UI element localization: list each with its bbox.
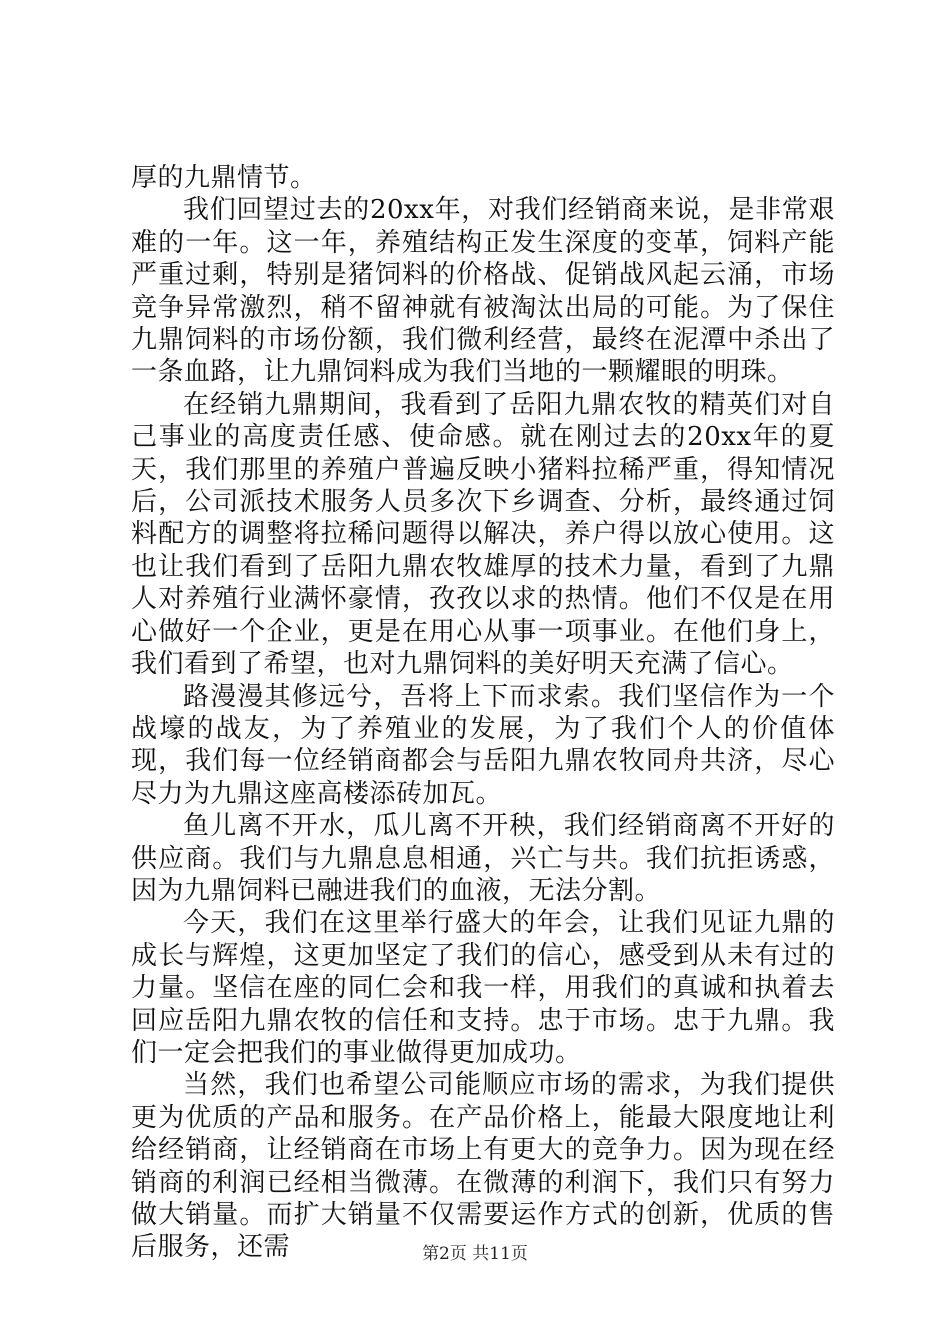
paragraph-7: 当然，我们也希望公司能顺应市场的需求，为我们提供更为优质的产品和服务。在产品价格上，能最大限度地让利给经销商，让经销商在市场上有更大的竞争力。因为现在经销商的利润已经相当微薄。在微薄的利润下，我们只有努力做大销量。而扩大销量不仅需要运作方式的创新，优质的售后服务，还需 — [131, 1070, 835, 1263]
paragraph-3: 在经销九鼎期间，我看到了岳阳九鼎农牧的精英们对自己事业的高度责任感、使命感。就在刚过去的20xx年的夏天，我们那里的养殖户普遍反映小猪料拉稀严重，得知情况后，公司派技术服务人员多次下乡调查、分析，最终通过饲料配方的调整将拉稀问题得以解决，养户得以放心使用。这也让我们看到了岳阳九鼎农牧雄厚的技术力量，看到了九鼎人对养殖行业满怀豪情，孜孜以求的热情。他们不仅是在用心做好一个企业，更是在用心从事一项事业。在他们身上，我们看到了希望，也对九鼎饲料的美好明天充满了信心。 — [131, 389, 835, 680]
paragraph-2: 我们回望过去的20xx年，对我们经销商来说，是非常艰难的一年。这一年，养殖结构正发生深度的变革，饲料产能严重过剩，特别是猪饲料的价格战、促销战风起云涌，市场竞争异常激烈，稍不留神就有被淘汰出局的可能。为了保住九鼎饲料的市场份额，我们微利经营，最终在泥潭中杀出了一条血路，让九鼎饲料成为我们当地的一颗耀眼的明珠。 — [131, 195, 835, 388]
document-body — [131, 162, 835, 1264]
paragraph-5: 鱼儿离不开水，瓜儿离不开秧，我们经销商离不开好的供应商。我们与九鼎息息相通，兴亡与共。我们抗拒诱惑，因为九鼎饲料已融进我们的血液，无法分割。 — [131, 811, 835, 906]
page-number-label: 第2页 共11页 — [422, 1244, 528, 1264]
paragraph-4: 路漫漫其修远兮，吾将上下而求索。我们坚信作为一个战壕的战友，为了养殖业的发展，为了我们个人的价值体现，我们每一位经销商都会与岳阳九鼎农牧同舟共济，尽心尽力为九鼎这座高楼添砖加瓦。 — [131, 681, 835, 809]
paragraph-1: 厚的九鼎情节。 — [131, 163, 317, 193]
page-footer — [0, 1243, 950, 1265]
paragraph-6: 今天，我们在这里举行盛大的年会，让我们见证九鼎的成长与辉煌，这更加坚定了我们的信心，感受到从未有过的力量。坚信在座的同仁会和我一样，用我们的真诚和执着去回应岳阳九鼎农牧的信任和支持。忠于市场。忠于九鼎。我们一定会把我们的事业做得更加成功。 — [131, 908, 835, 1068]
